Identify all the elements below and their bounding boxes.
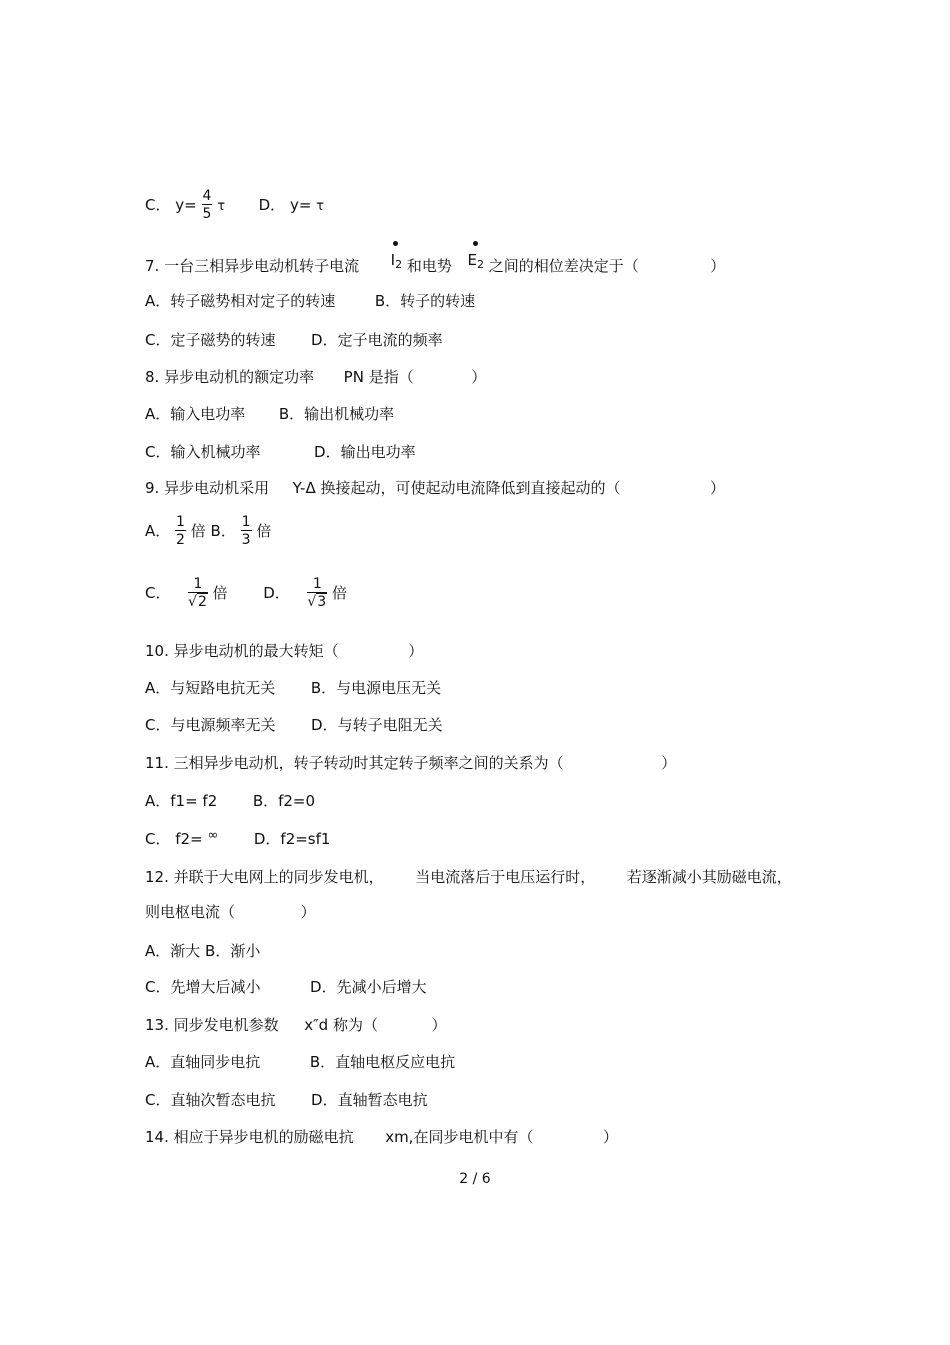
option-d: D．定子电流的频率 — [311, 331, 443, 349]
phasor-letter: I — [390, 251, 396, 269]
q11-options-ab — [145, 791, 315, 811]
q9-options-cd — [145, 576, 347, 611]
option-ab: A．渐大 B．渐小 — [145, 942, 261, 960]
fraction — [175, 514, 186, 549]
phasor-current — [391, 250, 402, 275]
question-text: xm,在同步电机中有（ — [385, 1128, 534, 1146]
infinity-symbol: ∞ — [207, 828, 219, 843]
question-text: 和电势 — [406, 257, 452, 275]
question-text: Y-Δ 换接起动，可使起动电流降低到直接起动的（ — [292, 479, 621, 497]
option-a: A．直轴同步电抗 — [145, 1053, 261, 1071]
question-text: 12. 并联于大电网上的同步发电机， — [145, 868, 384, 886]
answer-blank-end: ） — [710, 257, 726, 275]
q12-stem-line2 — [145, 902, 316, 922]
q9-options-ab — [145, 514, 271, 549]
answer-blank-end: ） — [471, 368, 487, 386]
option-b: B．直轴电枢反应电抗 — [309, 1053, 456, 1071]
phasor-emf — [467, 250, 483, 275]
option-unit: 倍 — [212, 584, 228, 602]
page-number: 2 / 6 — [459, 1171, 491, 1187]
phasor-letter: E — [467, 251, 477, 269]
option-unit: 倍 — [190, 522, 206, 540]
question-text: 若逐渐减小其励磁电流， — [626, 868, 792, 886]
q7-options-cd — [145, 330, 443, 350]
question-text: 则电枢电流（ — [145, 903, 236, 921]
q7-stem — [145, 251, 726, 281]
q12-options-cd — [145, 977, 427, 997]
option-d: D．直轴暂态电抗 — [311, 1091, 428, 1109]
sqrt-expression — [307, 593, 327, 611]
fraction-numerator: 1 — [193, 576, 203, 592]
q11-options-cd — [145, 829, 330, 851]
sqrt-sign: √ — [307, 594, 317, 610]
q13-options-cd — [145, 1090, 428, 1110]
option-a: A．转子磁势相对定子的转速 — [145, 292, 336, 310]
option-label: C． — [145, 830, 171, 848]
sqrt-expression — [188, 593, 208, 611]
question-text: PN 是指（ — [343, 368, 414, 386]
fraction — [241, 514, 252, 549]
option-c: C．直轴次暂态电抗 — [145, 1091, 276, 1109]
fraction-denominator: 5 — [202, 206, 212, 222]
question-text: 8. 异步电动机的额定功率 — [145, 368, 315, 386]
option-label: A． — [145, 522, 171, 540]
answer-blank-end: ） — [603, 1128, 619, 1146]
option-label: C． — [145, 196, 171, 214]
q10-options-cd — [145, 715, 443, 735]
q12-stem — [145, 867, 792, 887]
phasor-dot — [393, 241, 398, 246]
option-label: D． — [258, 196, 286, 214]
sqrt-sign: √ — [188, 594, 197, 610]
q9-stem — [145, 478, 725, 498]
fraction — [188, 576, 208, 611]
option-c: C．输入机械功率 — [145, 443, 261, 461]
q11-stem — [145, 753, 676, 773]
option-d: D．输出电功率 — [314, 443, 416, 461]
fraction-numerator: 1 — [312, 576, 322, 592]
answer-blank-end: ） — [710, 479, 726, 497]
fraction-numerator: 1 — [241, 514, 251, 530]
q13-options-ab — [145, 1052, 455, 1072]
fraction — [202, 188, 213, 223]
option-b: B．转子的转速 — [374, 292, 476, 310]
option-a: A．与短路电抗无关 — [145, 679, 276, 697]
question-text: 7. 一台三相异步电动机转子电流 — [145, 257, 360, 275]
question-text: 13. 同步发电机参数 — [145, 1016, 279, 1034]
option-d: D．先减小后增大 — [310, 978, 427, 996]
q8-options-cd — [145, 442, 416, 462]
radicand: 3 — [317, 594, 327, 610]
answer-blank-end: ） — [300, 903, 316, 921]
option-b: B．输出机械功率 — [278, 405, 395, 423]
fraction-denominator: 3 — [241, 532, 251, 548]
subscript: 2 — [476, 258, 484, 271]
option-c: C．先增大后减小 — [145, 978, 261, 996]
fraction-denominator: 2 — [176, 532, 185, 548]
option-unit: 倍 — [256, 522, 272, 540]
subscript: 2 — [395, 258, 403, 271]
option-label: C． — [145, 584, 171, 602]
option-text: y= — [289, 196, 312, 214]
option-c: C．定子磁势的转速 — [145, 331, 276, 349]
answer-blank-end: ） — [408, 642, 424, 660]
option-a: A．输入电功率 — [145, 405, 246, 423]
q8-stem — [145, 367, 486, 387]
answer-blank-end: ） — [431, 1016, 447, 1034]
option-unit: 倍 — [332, 584, 348, 602]
option-b: B．与电源电压无关 — [310, 679, 442, 697]
tau-symbol: τ — [316, 199, 324, 214]
question-text: 之间的相位差决定于（ — [488, 257, 639, 275]
q6-options-cd — [145, 188, 324, 223]
phasor-dot — [473, 241, 478, 246]
q8-options-ab — [145, 404, 394, 424]
question-text: 14. 相应于异步电机的励磁电抗 — [145, 1128, 354, 1146]
q7-options-ab — [145, 291, 475, 311]
option-d: D．f2=sf1 — [253, 830, 331, 848]
q12-options-ab — [145, 941, 260, 961]
option-b: B．f2=0 — [252, 792, 316, 810]
answer-blank-end: ） — [661, 754, 677, 772]
fraction-numerator: 1 — [176, 514, 185, 530]
q10-stem — [145, 641, 423, 661]
question-text: 11. 三相异步电动机，转子转动时其定转子频率之间的关系为（ — [145, 754, 564, 772]
fraction-denominator — [188, 593, 208, 611]
option-d: D．与转子电阻无关 — [311, 716, 443, 734]
fraction — [307, 576, 327, 611]
q14-stem — [145, 1127, 618, 1147]
option-text: f2= — [175, 830, 203, 848]
q13-stem — [145, 1015, 447, 1035]
question-text: 当电流落后于电压运行时， — [415, 868, 596, 886]
option-text: y= — [175, 196, 197, 214]
question-text: 9. 异步电动机采用 — [145, 479, 270, 497]
radicand: 2 — [197, 594, 207, 610]
fraction-numerator: 4 — [202, 188, 212, 204]
option-c: C．与电源频率无关 — [145, 716, 276, 734]
q10-options-ab — [145, 678, 441, 698]
option-label: B． — [210, 522, 236, 540]
fraction-denominator — [307, 593, 327, 611]
question-text: x″d 称为（ — [304, 1016, 378, 1034]
option-a: A．f1= f2 — [145, 792, 218, 810]
question-text: 10. 异步电动机的最大转矩（ — [145, 642, 339, 660]
tau-symbol: τ — [217, 199, 226, 214]
option-label: D． — [263, 584, 290, 602]
